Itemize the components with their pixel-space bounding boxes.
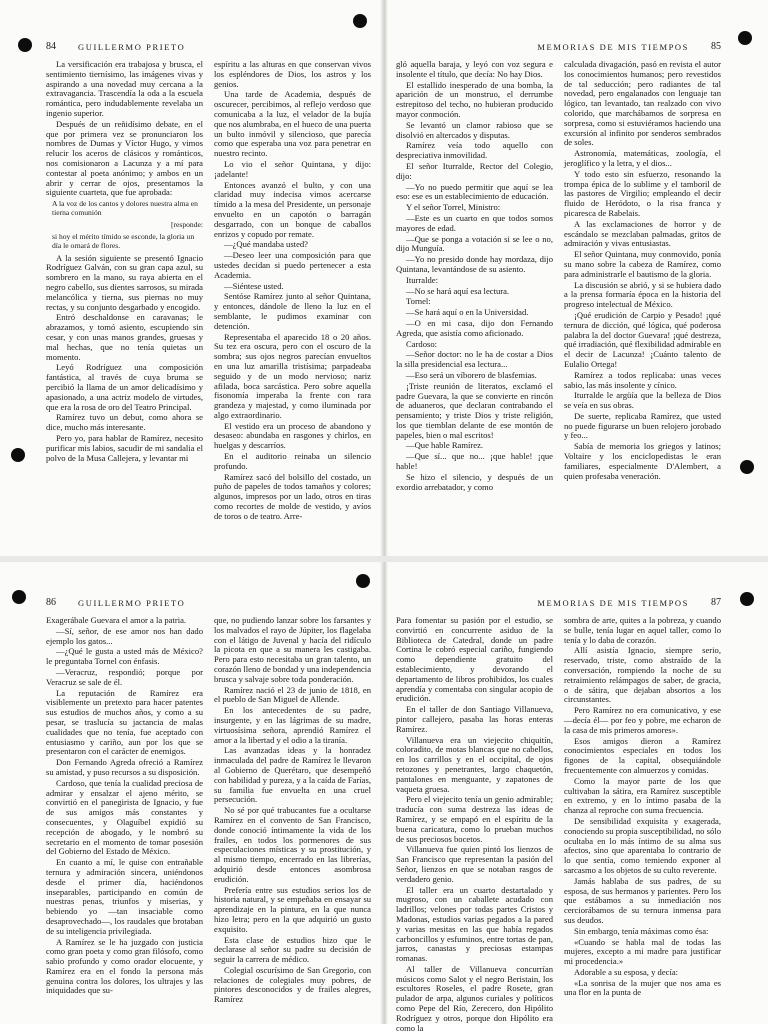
paragraph: —Que sí... que no... ¡que hable! ¡que hable! [396,451,553,472]
paragraph: Astronomía, matemáticas, zoología, el jeroglífico y la letra, y el dios... [564,148,721,168]
paragraph: En cuanto a mí, le quise con entrañable ternura y admiración sincera, uniéndonos desde el primer día, haciéndonos inseparables, participando en común de nuestras penas, triunfos y miserias, y bebiendo yo —tan insaciable como desaprovechado—, los raudales que brotaban de su inteligencia privilegiada. [46,857,203,936]
paragraph: «Cuando se habla mal de todas las mujeres, excepto a mi madre para justificar mi procedencia.» [564,936,721,967]
text-column [46,60,203,552]
running-head-text: MEMORIAS DE MIS TIEMPOS [537,42,689,52]
paragraph: El señor Iturralde, Rector del Colegio, dijo: [396,160,553,181]
paragraph: Pero el viejecito tenía un genio admirable; traducía con suma destreza las ideas de Ramírez, y se empapó en el espíritu de la buena caricatura, como lo prueban muchos de sus preciosos bocetos. [396,794,553,844]
paragraph: Ramírez a todos replicaba: unas veces sabio, las más insolente y cínico. [564,369,721,390]
paragraph: si hoy el mérito tímido se esconde, la gloria un día le ornará de flores. [52,231,195,250]
paragraph: Iturralde: [406,274,438,285]
paragraph: —Deseo leer una composición para que ustedes decidan si puedo pertenecer a esta Academia. [214,250,371,280]
paragraph: Entró deschaldonse en caravanas; le abrazamos, y tomó asiento, escupiendo sin cesar, y con unas manos grandes, gruesas y mal hechas, que no tenía quietas un momento. [46,312,203,362]
paragraph: En el taller de don Santiago Villanueva, pintor callejero, pasaba las horas enteras Ramírez. [396,704,553,734]
punch-hole [738,31,752,45]
paragraph: Villanueva era un viejecito chiquitín, coloradito, de motas blancas que no cabellos, en los carrillos y en el occipital, de ojos retozones y penetrantes, largo chaquetón, pantalones en menguante, y zapatones de vaqueta gruesa. [396,734,553,794]
paragraph: Ramírez tuvo un debut, como ahora se dice, mucho más interesante. [46,412,203,433]
paragraph: Adorable a su esposa, y decía: [574,966,679,977]
paragraph: Lo vio el señor Quintana, y dijo: ¡adelante! [214,158,371,179]
paragraph: La reputación de Ramírez era visiblemente un pretexto para hacer patentes sus estudios de muchos años, y como a su pesar, se traslucía su jactancia de malas cualidades que no tenía, fue aceptado con entusiasmo y cariño, aun por los que se presentaron con el carácter de enemigos. [46,687,203,757]
paragraph: ¡Triste reunión de literatos, exclamó el padre Guevara, la que se convierte en rincón de aduaneros, que declaran contrabando el pensamiento; y triste Dios y triste religión, los que tiemblan delante de ese montón de papeles, bien o mal escritos! [396,380,553,440]
paragraph: De suerte, replicaba Ramírez, que usted no puede figurarse un buen relojero jorobado y feo... [564,410,721,441]
paragraph: [responde: [170,219,203,229]
paragraph: Cardoso, que tenía la cualidad preciosa de admirar y ensalzar el ajeno mérito, se convirtió en el panegirista de Ignacio, y fue de sus amigos más constantes y consecuentes, y Olaguíbel expidió su recepción de abogado, y le nombró su secretario en el momento de tomar posesión del Gobierno del Estado de México. [46,777,203,857]
paragraph: Una tarde de Academia, después de oscurecer, percibimos, al reflejo verdoso que comunicaba a la luz, el velador de la bujía que nos alumbraba, en el hueco de una puerta un bulto inmóvil y silencioso, que parecía como que esperaba una voz para penetrar en nuestro recinto. [214,89,371,159]
paragraph: Pero Ramírez no era comunicativo, y ese —decía él— por feo y pobre, me echaron de la casa de mis primeros amores». [564,705,721,735]
paragraph: Sentóse Ramírez junto al señor Quintana, y entonces, dándole de lleno la luz en el semblante, le pudimos examinar con detención. [214,291,371,331]
paragraph: Esos amigos dieron a Ramírez conocimientos especiales en todos los figones de la capital, obsequiándole frecuentemente con almuerzos y comidas. [564,735,721,775]
punch-hole [18,38,32,52]
paragraph: Ramírez veía todo aquello con despreciativa inmovilidad. [396,140,553,161]
page-84 [46,0,371,556]
paragraph: —Señor doctor: no le ha de costar a Dios la silla presidencial esa lectura... [396,349,553,370]
paragraph: —¿Qué mandaba usted? [224,239,308,250]
paragraph: —Eso será un víborero de blasfemias. [406,369,537,380]
paragraph: espíritu a las alturas en que conservan vivos los espléndores de Dios, los astros y los genios. [214,59,371,89]
running-head-text: MEMORIAS DE MIS TIEMPOS [537,598,689,608]
paragraph: Allí asistía Ignacio, siempre serio, reservado, triste, como abstraído de la conversación, rompiendo la noche de su retraimiento relámpagos de saber, de gracia, o de sátira, que dejaban absortos a los circunstantes. [564,645,721,705]
paragraph: Leyó Rodríguez una composición fantástica, al través de cuya bruma se percibió la llama de un amor delicadísimo y apasionado, a una actriz modelo de virtudes, que era la rosa de oro del Teatro Principal. [46,362,203,412]
paragraph: Y todo esto sin esfuerzo, resonando la trompa épica de lo sublime y el tamboril de las pastores de Virgilio; empleando el decir fluido de Heródoto, o la risa franca y picaresca de Rabelais. [564,168,721,218]
running-header [46,598,371,610]
paragraph: Las avanzadas ideas y la honradez inmaculada del padre de Ramírez le llevaron al Gobierno de Querétaro, que desempeñó con habilidad y pureza, y a la caída de Farías, su familia fue envuelta en una cruel persecución. [214,745,371,805]
paragraph: —Que hable Ramírez. [406,440,484,451]
paragraph: Cardoso: [406,338,438,349]
page-gutter [380,0,388,556]
page-86 [46,562,371,1024]
punch-hole [740,460,754,474]
paragraph: «La sonrisa de la mujer que nos ama es una flor en la punta de [564,977,721,998]
paragraph: A la voz de los cantos y dolores nuestra alma en tierna comunión [52,199,198,218]
page-number: 85 [711,41,721,52]
paragraph: —Veracruz, respondió; porque por Veracruz se sale de él. [46,666,203,687]
paragraph: Iturralde le argüía que la belleza de Dios se veía en sus obras. [564,390,721,411]
paragraph: —O en mi casa, dijo don Fernando Agreda, que asistía como aficionado. [396,317,553,338]
paragraph: Exagerábale Guevara el amor a la patria. [46,615,187,625]
paragraph: Para fomentar su pasión por el estudio, se convirtió en concurrente asiduo de la Biblioteca de Catedral, donde un padre Cortina le cobró especial cariño, fungiendo como dependiente gratuito del establecimiento, y devorando el departamento de libros prohibidos, los cuales aprendía y comentaba con singular acopio de erudición. [396,615,553,704]
paragraph: Villanueva fue quien pintó los lienzos de San Francisco que representan la pasión del Señor, lienzos en que se notaban rasgos de verdadero genio. [396,844,553,884]
paragraph: —Este es un cuarto en que todos somos mayores de edad. [396,212,553,233]
paragraph: Esta clase de estudios hizo que le declarase al señor su padre su decisión de seguir la carrera de médico. [214,934,371,965]
punch-hole [740,592,754,606]
paragraph: ¡Qué erudición de Carpio y Pesado! ¡qué ternura de dicción, qué lógica, qué poderosa palabra la del doctor Guevara! ¡qué destreza, qué irradiación, qué flexibilidad admirable en el decir de Lacunza! ¡Cuánto talento de Eulalio Ortega! [564,309,722,369]
paragraph: Se levantó un clamor rabioso que se disolvió en altercados y disputas. [396,119,553,140]
text-column [564,616,721,1020]
page-85 [396,0,721,556]
paragraph: sombra de arte, quites a la pobreza, y cuando se bulle, tenía lugar en aquel taller, como lo tenía y lo daba de corazón. [564,615,721,645]
paragraph: Jamás hablaba de sus padres, de su esposa, de sus hermanos y parientes. Pero los que estábamos a su inmediación nos cerciorábamos de su ternura inmensa para sus deudos. [564,875,721,925]
paragraph: El estallido inesperado de una bomba, la aparición de un monstruo, el derrumbe estrepitoso del techo, no hubieran producido mayor conmoción. [396,79,553,119]
page-number: 86 [46,597,56,608]
running-header [396,42,721,54]
paragraph: Pero yo, para hablar de Ramírez, necesito purificar mis labios, sacudir de mi sandalia el polvo de la Musa Callejera, y levantar mi [46,433,203,463]
paragraph: Como la mayor parte de los que cultivaban la sátira, era Ramírez susceptible en extremo, y en lo íntimo pasaba de la chanza al reproche con suma frecuencia. [564,775,721,816]
lower-spread [0,562,768,1033]
running-header [396,598,721,610]
paragraph: calculada divagación, pasó en revista el autor los conocimientos humanos; pero revestidos de tal seducción; pero radiantes de tal novedad, pero engalanados con lenguaje tan lógico, tan levantado, tan realzado con vivo colorido, que marchábamos de sorpresa en sorpresa, como si estuviéramos haciendo una excursión al infinito por senderos sembrados de soles. [564,59,721,148]
paragraph: Sin embargo, tenía máximas como ésa: [574,925,709,936]
paragraph: Ramírez sacó del bolsillo del costado, un puño de papeles de todos tamaños y colores; algunos, impresos por un lado, otros en tiras como recortes de molde de vestido, y avíos de toros o de teatro. Arre- [214,471,371,521]
text-column [396,60,553,552]
paragraph: Y el señor Torrel, Ministro: [406,202,501,213]
paragraph: —Yo no presido donde hay mordaza, dijo Quintana, levantándose de su asiento. [396,254,553,274]
page-87 [396,562,721,1033]
paragraph: A la sesión siguiente se presentó Ignacio Rodríguez Galván, con su gran capa azul, su sombrero en la mano, su raya abierta en el negro cabello, sus dientes sarrosos, su mirada melancólica y tierna, sus piernas no muy rectas, y su conjunto desgarbado y encogido. [46,252,203,312]
text-column [396,615,553,1033]
paragraph: Prefería entre sus estudios serios los de historia natural, y se empeñaba en ensayar su aprendizaje en la pintura, en la que nunca hizo letra; pero en la que adquirió un gusto exquisito. [214,884,371,934]
page-gutter [380,562,388,1024]
paragraph: El señor Quintana, muy conmovido, ponía su mano sobre la cabeza de Ramírez, como para administrarle el bautismo de la gloria. [564,249,721,279]
paragraph: Al taller de Villanueva concurrían músicos como Salot y el negro Beristain, los escultores Roseles, el padre Rosete, gran pulador de arpa, algunos curiales y políticos como Pepe del Río, Zerecero, don Hipólito Rodríguez y otros, porque don Hipólito era como la [396,963,553,1033]
paragraph: Se hizo el silencio, y después de un exordio arrebatador, y como [396,471,553,492]
paragraph: —Que se ponga a votación si se lee o no, dijo Munguía. [396,233,553,254]
paragraph: —Sí, señor, de ese amor nos han dado ejemplo los gatos... [46,625,203,646]
paragraph: Don Fernando Agreda ofreció a Ramírez su amistad, y puso recursos a su disposición. [46,757,203,777]
paragraph: La versificación era trabajosa y brusca, el sentimiento tiernísimo, las imágenes vivas y aspirando a una novedad muy cercana a la extravagancia. Trascendía la oda a la escuela romántica, pero indudablemente revelaba un ingenio superior. [46,59,203,118]
paragraph: La discusión se abrió, y si se hubiera dado a la prensa formaría época en la historia del progreso intelectual de México. [564,279,721,310]
paragraph: Entonces avanzó el bulto, y con una claridad muy indecisa vimos acercarse tímido a la mesa del Presidente, un personaje envuelto en un capotón o barragán desgarrado, con un bonque de caballos enrizos y copudo por remate. [214,179,371,239]
paragraph: En los antecedentes de su padre, insurgente, y en las lágrimas de su madre, virtuosísima señora, aprendió Ramírez el amor a la libertad y el odio a la tiranía. [214,705,371,745]
punch-hole [11,448,25,462]
paragraph: Representaba el aparecido 18 o 20 años. Su tez era oscura, pero con el oscuro de la sombra; sus ojos negros parecían envueltos en una luz amarilla tristísima; parpadeaba seguido y de un modo nervioso; nariz afilada, boca sarcástica. Pero sobre aquella fisonomía imperaba la frente con rara grandeza y majestad, y como iluminada por algo extraordinario. [214,331,371,420]
paragraph: —Siéntese usted. [224,280,284,291]
running-header [46,42,371,54]
paragraph: gló aquella baraja, y leyó con voz segura e insolente el título, que decía: No hay Dios. [396,59,553,79]
paragraph: No sé por qué trabucantes fue a ocultarse Ramírez en el convento de San Francisco, donde conoció íntimamente la vida de los frailes, en todos los pormenores de sus especulaciones místicas y su prostitución, y al mismo tiempo, encerrado en las librerías, adquirió desde entonces asombrosa erudición. [214,805,371,884]
paragraph: —¿Qué le gusta a usted más de México? le preguntaba Tornel con énfasis. [46,646,203,667]
text-column [214,60,371,552]
page-number: 84 [46,41,56,52]
paragraph: Colegial oscurísimo de San Gregorio, con relaciones de colegiales muy pobres, de pintores desconocidos y de frailes alegres, Ramírez [214,964,371,1005]
paragraph: El taller era un cuarto destartalado y mugroso, con un caballete acudado con ladrillos; velones por todas partes Cristos y Madonas, estudios varias pegados a la pared y varias mesitas en las que había regados carboncillos y esfuminos, entre tortas de pan, jarros, canastas y preciosas estampas romanas. [396,884,553,964]
paragraph: —No se hará aquí esa lectura. [406,285,510,296]
paragraph: Después de un reñidísimo debate, en el que por primera vez se pronunciaron los nombres de Dumas y Víctor Hugo, y vimos relucir los aceros de clásicos y románticos, nos comisionaron a Lacunza y a mí para contestar al poeta anónimo; y ambos en un abrir y cerrar de ojos, presentamos la siguiente cuarteta, que fue aprobada: [46,118,203,198]
paragraph: De sensibilidad exquisita y exagerada, conociendo su propia susceptibilidad, no sólo ocultaba en lo más íntimo de su alma sus afectos, sino que aparentaba lo contrario de lo que sentía, como temiendo exponer al sarcasmo a los objetos de su culto reverente. [564,815,721,875]
paragraph: Ramírez nació el 23 de junio de 1818, en el pueblo de San Miguel de Allende. [214,684,371,705]
paragraph: El vestido era un proceso de abandono y desaseo: abundaba en rasgones y chirlos, en huelgas y descarríos. [214,420,371,451]
paragraph: A las exclamaciones de horror y de escándalo se mezclaban palmadas, gritos de admiración y vivas entusiastas. [564,218,721,249]
paragraph: A Ramírez se le ha juzgado con justicia como gran poeta y como gran filósofo, como sabio profundo y como orador elocuente, y Ramírez era en el fondo la persona más genuina contra los dolores, los ultrajes y las iniquidades que su- [46,936,203,996]
punch-hole [12,590,26,604]
text-column [46,616,203,1020]
paragraph: Sabía de memoria los griegos y latinos; Voltaire y los enciclopedistas le eran familiares, especialmente D'Alembert, a quien profesaba veneración. [564,441,721,481]
paragraph: —Se hará aquí o en la Universidad. [406,307,529,318]
text-column [564,60,721,552]
page-number: 87 [711,597,721,608]
paragraph: En el auditorio reinaba un silencio profundo. [214,451,371,471]
paragraph: que, no pudiendo lanzar sobre los farsantes y los malvados el rayo de Júpiter, los flagelaba con el látigo de Juvenal y hacía del ridículo la picota en que a su manera les castigaba. Pero para esto necesitaba un gran talento, un corazón lleno de bondad y una independencia brusca y salvaje sobre toda ponderación. [214,615,372,684]
paragraph: —Yo no puedo permitir que aquí se lea eso: ese es un establecimiento de educación. [396,181,553,202]
text-column [214,616,371,1020]
running-head-text: GUILLERMO PRIETO [78,598,186,608]
running-head-text: GUILLERMO PRIETO [78,42,186,52]
paragraph: Tornel: [406,296,431,307]
